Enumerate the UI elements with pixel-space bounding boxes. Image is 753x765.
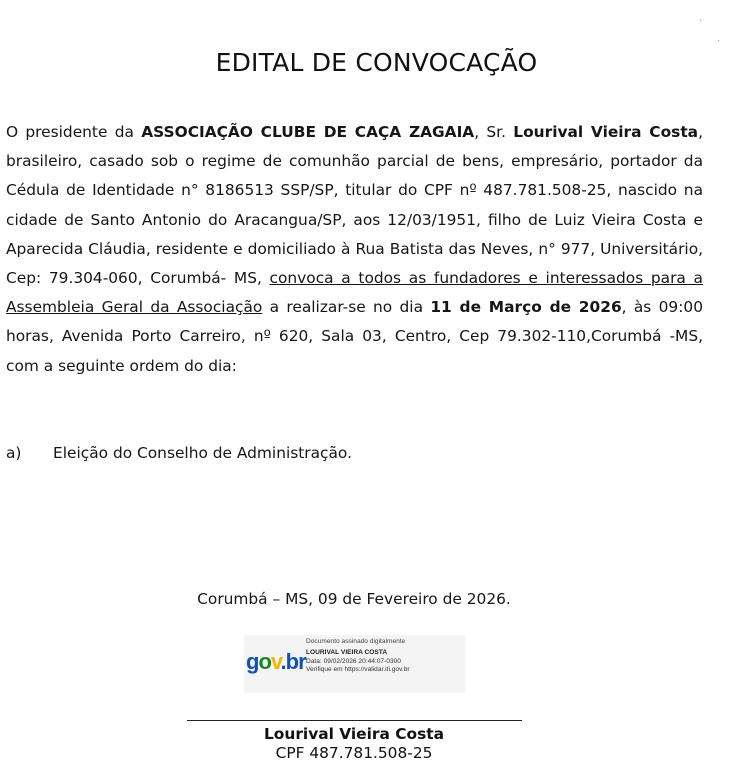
signer-name: Lourival Vieira Costa [264, 725, 444, 743]
assembly-date: 11 de Março de 2026 [430, 298, 622, 317]
text-intro: O presidente da [6, 123, 142, 141]
text-realizar: a realizar-se no dia [262, 298, 431, 317]
signature-header: Documento assinado digitalmente [306, 638, 406, 645]
convocation-paragraph [6, 118, 703, 381]
text-qualification: , brasileiro, casado sob o regime de comunhão parcial de bens, empresário, portador da Cédula de Identidade n° 8186513 SSP/SP, titular do CPF nº 487.781.508-25, nascido na cidade de Santo Antonio do Aracangua/SP, aos 12/03/1951, filho de Luiz Vieira Costa e Aparecida Cláudia, residente e domiciliado à Rua Batista das Neves, n° 977, Universitário, Cep: 79.304-060, Corumbá- MS, [6, 123, 703, 288]
place-date: Corumbá – MS, 09 de Fevereiro de 2026. [197, 590, 511, 608]
signature-verify: Verifique em https://validar.iti.gov.br [306, 666, 410, 674]
signature-signer: LOURIVAL VIEIRA COSTA [306, 649, 388, 657]
text-sr: , Sr. [474, 123, 514, 141]
signature-date: Data: 09/02/2026 20:44:07-0300 [306, 657, 401, 665]
document-title: EDITAL DE CONVOCAÇÃO [215, 48, 538, 77]
convocation-statement: convoca a todos as fundadores e interessados para a Assembleia Geral da Associação [6, 269, 703, 317]
agenda-item-label: a) [6, 444, 22, 462]
president-name: Lourival Vieira Costa [513, 123, 699, 141]
signer-cpf: CPF 487.781.508-25 [275, 744, 433, 762]
scan-speck [718, 40, 719, 41]
scan-speck [700, 20, 701, 21]
association-name: ASSOCIAÇÃO CLUBE DE CAÇA ZAGAIA [141, 123, 475, 141]
text-location: , às 09:00 horas, Avenida Porto Carreiro, nº 620, Sala 03, Centro, Cep 79.302-110,Corumbá -MS, com a seguinte ordem do dia: [6, 298, 703, 375]
digital-signature-stamp [244, 635, 465, 693]
agenda-item [6, 441, 352, 465]
signature-line [187, 720, 522, 721]
digital-signature-details [306, 638, 410, 675]
govbr-logo: gov.br [246, 649, 306, 674]
agenda-item-text: Eleição do Conselho de Administração. [53, 444, 352, 462]
